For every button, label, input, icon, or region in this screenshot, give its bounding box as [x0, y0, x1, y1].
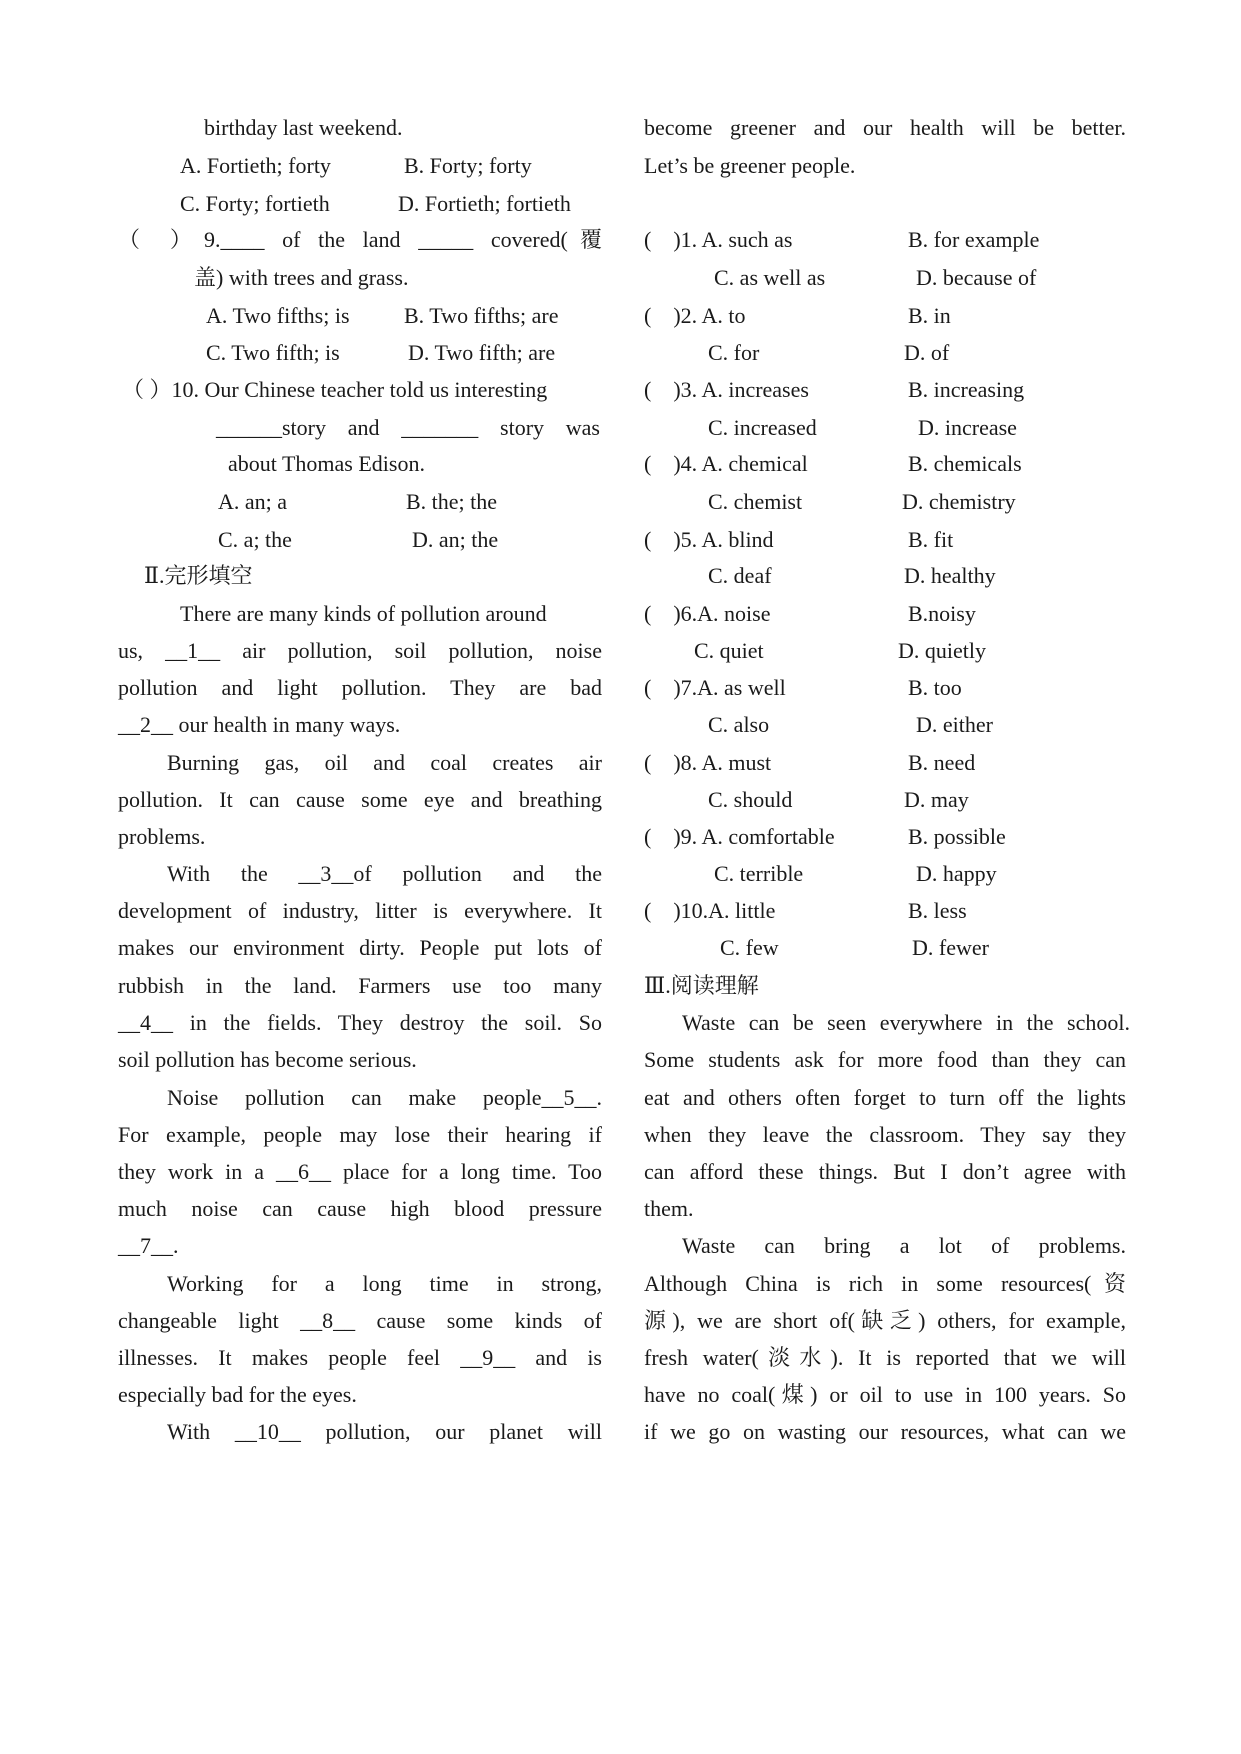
reading-line-3: eat and others often forget to turn off the lights — [644, 1085, 1126, 1110]
reading-line-8: Although China is rich in some resources(资 — [644, 1271, 1126, 1296]
question-10-stem-line-3: about Thomas Edison. — [228, 451, 425, 476]
cloze-line-14: Noise pollution can make people__5__. — [167, 1085, 602, 1110]
reading-line-7: Waste can bring a lot of problems. — [682, 1233, 1126, 1258]
cloze-line-5: Burning gas, oil and coal creates air — [167, 750, 602, 775]
option-9-b: B. possible — [908, 824, 1006, 849]
option-7-d: D. either — [916, 712, 993, 737]
reading-line-12: if we go on wasting our resources, what can we — [644, 1419, 1126, 1444]
option-9-c: C. terrible — [714, 861, 804, 886]
option-3-a: ( )3. A. increases — [644, 377, 809, 402]
reading-line-10: fresh water(淡水). It is reported that we will — [644, 1345, 1126, 1370]
option-6-b: B.noisy — [908, 601, 976, 626]
option-5-a: ( )5. A. blind — [644, 527, 774, 552]
option-1-a: ( )1. A. such as — [644, 227, 793, 252]
question-9-option-d: D. Two fifth; are — [408, 340, 556, 365]
option-8-a: ( )8. A. must — [644, 750, 772, 775]
cloze-line-2: us, __1__ air pollution, soil pollution, noise — [118, 638, 602, 663]
cloze-line-4: __2__ our health in many ways. — [118, 712, 401, 737]
option-3-d: D. increase — [918, 415, 1017, 440]
option-1-b: B. for example — [908, 227, 1040, 252]
question-8-option-d: D. Fortieth; fortieth — [398, 191, 571, 216]
option-7-b: B. too — [908, 675, 962, 700]
question-8-option-b: B. Forty; forty — [404, 153, 532, 178]
cloze-line-1: There are many kinds of pollution around — [180, 601, 547, 626]
cloze-line-6: pollution. It can cause some eye and breathing — [118, 787, 602, 812]
cloze-line-13: soil pollution has become serious. — [118, 1047, 417, 1072]
reading-line-11: have no coal(煤) or oil to use in 100 years. So — [644, 1382, 1126, 1407]
question-8-continuation: birthday last weekend. — [204, 115, 403, 140]
cloze-line-16: they work in a __6__ place for a long time. Too — [118, 1159, 602, 1184]
question-9-option-c: C. Two fifth; is — [206, 340, 340, 365]
option-10-a: ( )10.A. little — [644, 898, 776, 923]
option-6-a: ( )6.A. noise — [644, 601, 771, 626]
cloze-line-22: especially bad for the eyes. — [118, 1382, 357, 1407]
option-8-d: D. may — [904, 787, 969, 812]
option-1-d: D. because of — [916, 265, 1037, 290]
reading-line-6: them. — [644, 1196, 694, 1221]
reading-line-9: 源), we are short of(缺乏) others, for example, — [644, 1308, 1126, 1333]
cloze-line-11: rubbish in the land. Farmers use too many — [118, 973, 602, 998]
cloze-line-18: __7__. — [118, 1233, 179, 1258]
cloze-line-19: Working for a long time in strong, — [167, 1271, 602, 1296]
option-2-b: B. in — [908, 303, 951, 328]
option-6-d: D. quietly — [898, 638, 986, 663]
option-5-d: D. healthy — [904, 563, 996, 588]
option-2-a: ( )2. A. to — [644, 303, 746, 328]
option-5-c: C. deaf — [708, 563, 772, 588]
question-9-stem-line-1: （ ）9.____ of the land _____ covered(覆 — [118, 227, 602, 252]
reading-line-5: can afford these things. But I don’t agree with — [644, 1159, 1126, 1184]
option-5-b: B. fit — [908, 527, 954, 552]
passage-end-line-2: Let’s be greener people. — [644, 153, 856, 178]
option-3-c: C. increased — [708, 415, 817, 440]
option-10-b: B. less — [908, 898, 967, 923]
passage-end-line-1: become greener and our health will be better. — [644, 115, 1126, 140]
option-2-d: D. of — [904, 340, 950, 365]
option-9-d: D. happy — [916, 861, 997, 886]
option-4-c: C. chemist — [708, 489, 803, 514]
option-4-d: D. chemistry — [902, 489, 1016, 514]
cloze-line-20: changeable light __8__ cause some kinds of — [118, 1308, 602, 1333]
question-8-option-a: A. Fortieth; forty — [180, 153, 331, 178]
question-9-option-b: B. Two fifths; are — [404, 303, 559, 328]
reading-line-4: when they leave the classroom. They say they — [644, 1122, 1126, 1147]
option-8-c: C. should — [708, 787, 793, 812]
option-8-b: B. need — [908, 750, 976, 775]
option-9-a: ( )9. A. comfortable — [644, 824, 835, 849]
question-8-option-c: C. Forty; fortieth — [180, 191, 330, 216]
option-4-b: B. chemicals — [908, 451, 1022, 476]
cloze-line-17: much noise can cause high blood pressure — [118, 1196, 602, 1221]
reading-line-2: Some students ask for more food than they can — [644, 1047, 1126, 1072]
question-9-option-a: A. Two fifths; is — [206, 303, 350, 328]
option-10-c: C. few — [720, 935, 779, 960]
cloze-line-21: illnesses. It makes people feel __9__ and is — [118, 1345, 602, 1370]
cloze-line-10: makes our environment dirty. People put lots of — [118, 935, 602, 960]
question-10-option-d: D. an; the — [412, 527, 499, 552]
section-3-heading: Ⅲ.阅读理解 — [644, 973, 759, 998]
reading-line-1: Waste can be seen everywhere in the school. — [682, 1010, 1130, 1035]
option-7-a: ( )7.A. as well — [644, 675, 786, 700]
option-2-c: C. for — [708, 340, 760, 365]
question-10-stem-line-2: ______story and _______ story was — [216, 415, 600, 440]
section-2-heading: Ⅱ.完形填空 — [144, 563, 253, 588]
question-10-option-c: C. a; the — [218, 527, 292, 552]
cloze-line-15: For example, people may lose their hearing if — [118, 1122, 602, 1147]
cloze-line-12: __4__ in the fields. They destroy the soil. So — [118, 1010, 602, 1035]
cloze-line-8: With the __3__of pollution and the — [167, 861, 602, 886]
cloze-line-7: problems. — [118, 824, 206, 849]
option-10-d: D. fewer — [912, 935, 989, 960]
cloze-line-9: development of industry, litter is everywhere. It — [118, 898, 602, 923]
question-10-option-a: A. an; a — [218, 489, 288, 514]
option-6-c: C. quiet — [694, 638, 764, 663]
question-10-stem-line-1: （ ）10. Our Chinese teacher told us interesting — [122, 377, 548, 402]
cloze-line-23: With __10__ pollution, our planet will — [167, 1419, 602, 1444]
option-1-c: C. as well as — [714, 265, 826, 290]
question-10-option-b: B. the; the — [406, 489, 498, 514]
option-7-c: C. also — [708, 712, 770, 737]
question-9-stem-line-2: 盖) with trees and grass. — [194, 265, 409, 290]
option-3-b: B. increasing — [908, 377, 1025, 402]
cloze-line-3: pollution and light pollution. They are bad — [118, 675, 602, 700]
option-4-a: ( )4. A. chemical — [644, 451, 808, 476]
